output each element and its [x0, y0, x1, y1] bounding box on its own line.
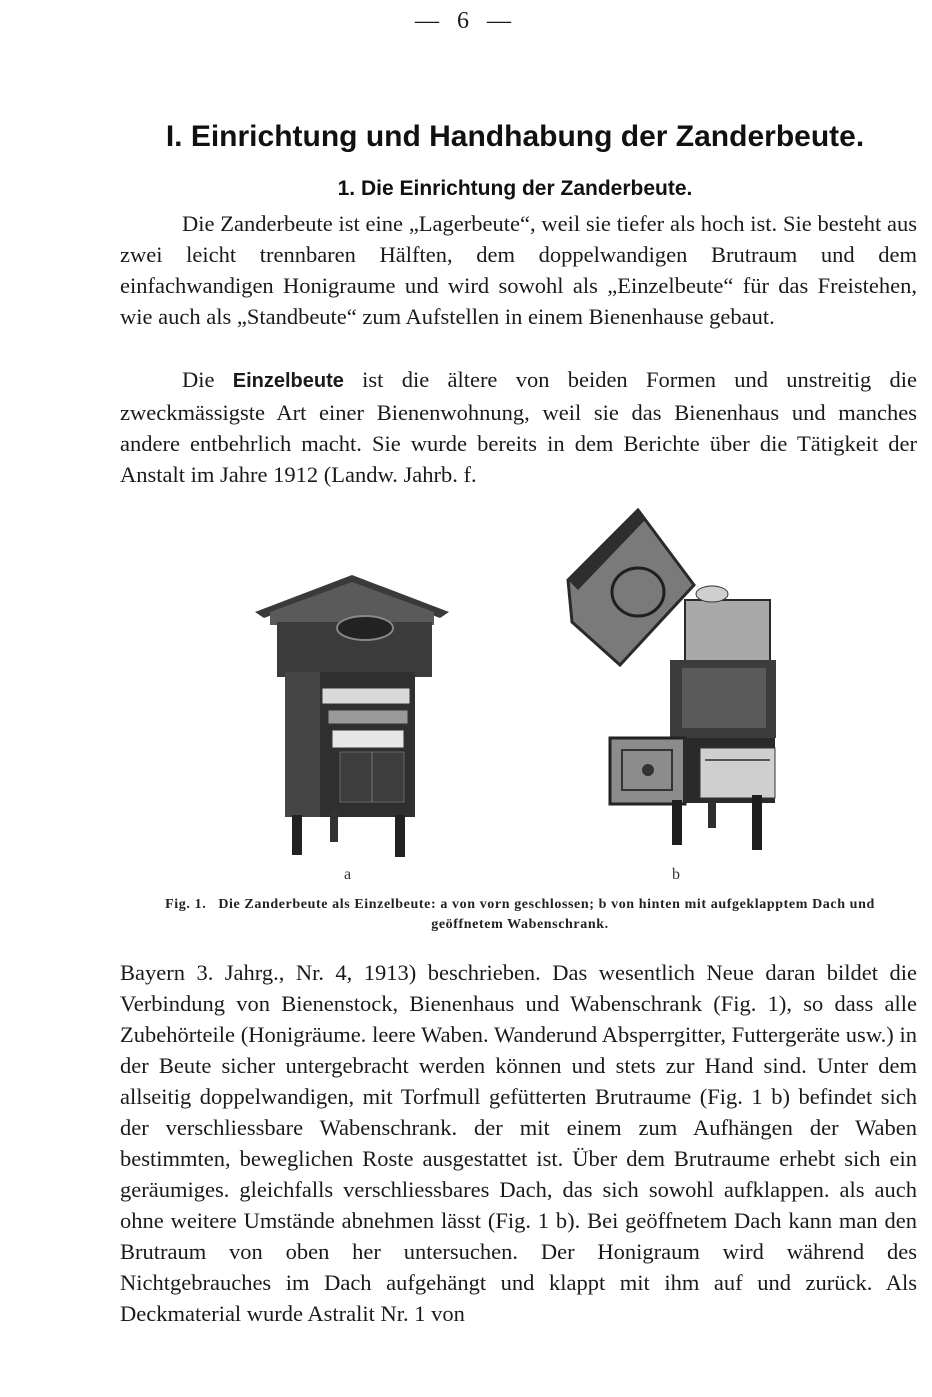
paragraph-3: Bayern 3. Jahrg., Nr. 4, 1913) beschrieben. Das wesentlich Neue daran bildet die Verbindung von Bienenstock, Bienenhaus und Wabenschrank (Fig. 1), so dass alle Zubehörteile (Honigräume. leere Waben. Wanderund Absperrgitter, Futtergeräte usw.) in der Beute sicher untergebracht werden können und stets zur Hand sind. Unter dem allseitig doppelwandigen, mit Torfmull gefütterten Brutraume (Fig. 1 b) befindet sich der verschliessbare Wabenschrank. der mit einem zum Aufhängen der Waben bestimmten, beweglichen Roste ausgestattet ist. Über dem Brutraume erhebt sich ein geräumiges. gleichfalls verschliessbares Dach, das sich sowohl aufklappen. als auch ohne weitere Umstände abnehmen lässt (Fig. 1 b). Bei geöffnetem Dach kann man den Brutraum von oben her untersuchen. Der Honigraum wird während des Nichtgebrauches im Dach aufgehängt und klappt mit ihm auf und zurück. Als Deckmaterial wurde Astralit Nr. 1 von [120, 960, 917, 1326]
paragraph-2-rest: ist die ältere von beiden Formen und unstreitig die zweckmässigste Art einer Bienenwohnung, weil sie das Bienenhaus und manches andere entbehrlich macht. Sie wurde bereits in dem Berichte über die Tätigkeit der Anstalt im Jahre 1912 (Landw. Jahrb. f. [120, 367, 917, 487]
figure-label-a: a [344, 866, 352, 883]
paragraph-2 [120, 364, 917, 490]
paragraph-1: Die Zanderbeute ist eine „Lagerbeute“, weil sie tiefer als hoch ist. Sie besteht aus zwei leicht trennbaren Hälften, dem doppelwandigen Brutraum und dem einfachwandigen Honigraume und wird sowohl als „Einzelbeute“ für das Freistehen, wie auch als „Standbeute“ zum Aufstellen in einem Bienenhause gebaut. [120, 211, 917, 329]
hive-a-image [255, 575, 449, 857]
paragraph-2-prefix: Die [182, 367, 233, 392]
einzelbeute-term: Einzelbeute [232, 370, 344, 392]
figure-label-b: b [672, 866, 680, 883]
section-title: 1. Die Einrichtung der Zanderbeute. [337, 177, 693, 200]
hive-b-image [568, 510, 776, 850]
page-number: — 6 — [415, 8, 517, 34]
figure-caption [150, 895, 890, 935]
chapter-title: I. Einrichtung und Handhabung der Zanderbeute. [165, 120, 865, 153]
figure-caption-number: Fig. 1. [165, 897, 207, 912]
figure-caption-text: Die Zanderbeute als Einzelbeute: a von vorn geschlossen; b von hinten mit aufgeklapptem Dach und geöffnetem Wabenschrank. [218, 897, 875, 932]
